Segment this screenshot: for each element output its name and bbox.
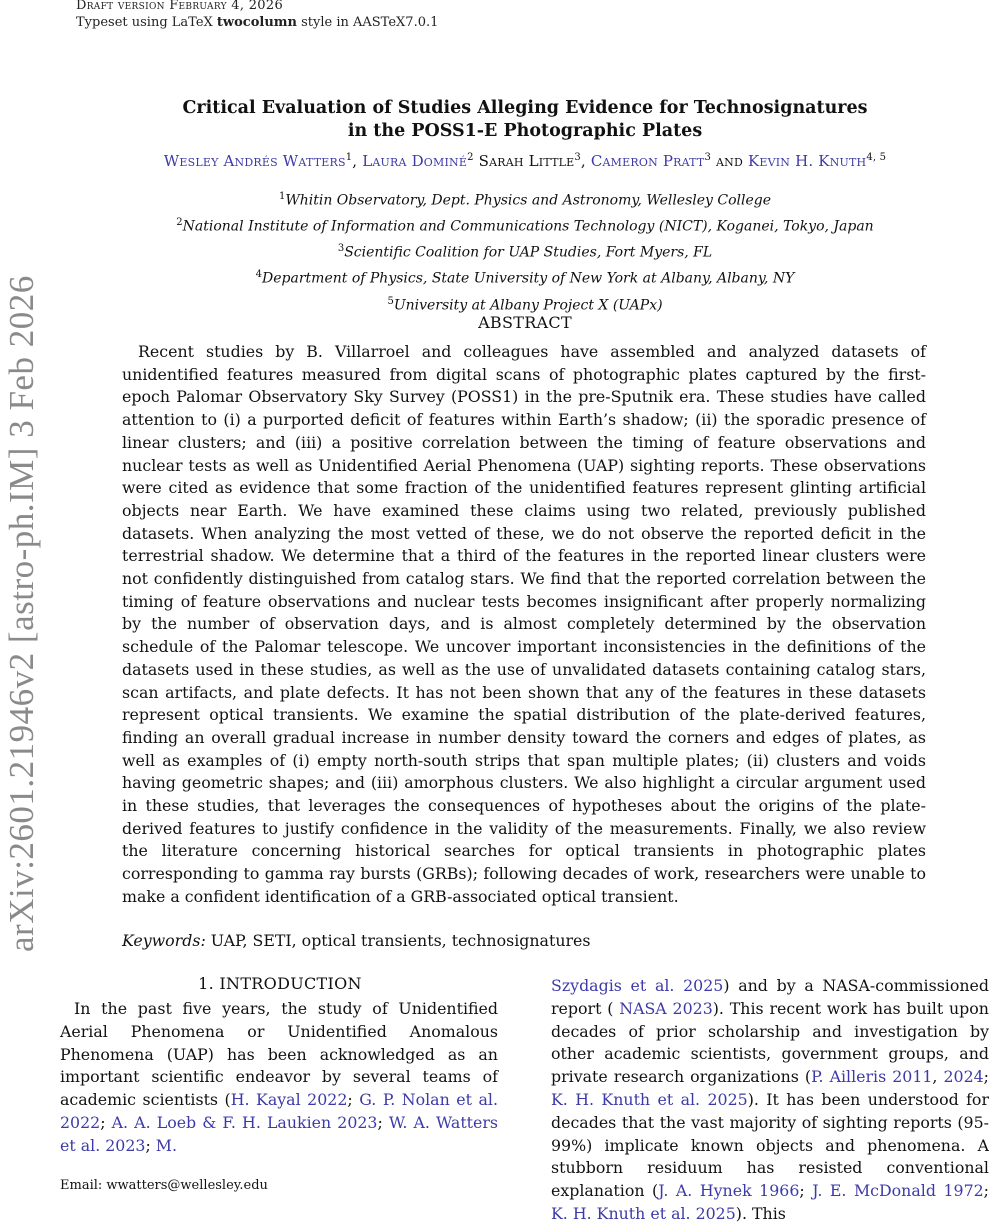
arxiv-stamp: arXiv:2601.21946v2 [astro-ph.IM] 3 Feb 2026	[2, 275, 41, 952]
body-text: ). It has been understood for decades that the vast majority of sighting reports (95-99%) implicate known objects and phenomena. A stubborn residuum has resisted conventional explanation (	[551, 1089, 989, 1201]
affiliation-list	[60, 186, 989, 317]
affiliation-number: 1	[278, 191, 286, 202]
affiliation-number: 3	[337, 243, 345, 255]
citation-link[interactable]: K. H. Knuth et al. 2025	[551, 1089, 748, 1109]
keywords-label: Keywords:	[122, 931, 206, 950]
author-separator: and	[711, 152, 748, 170]
citation-link[interactable]: K. H. Knuth et al. 2025	[551, 1203, 736, 1223]
keywords-text: UAP, SETI, optical transients, technosignatures	[205, 931, 591, 950]
intro-column-left	[60, 998, 498, 1158]
typeset-line: Typeset using LaTeX twocolumn style in AASTeX7.0.1	[76, 15, 439, 30]
body-text: ;	[347, 1090, 360, 1110]
keywords	[122, 931, 591, 950]
citation-link[interactable]: W. A. Watters et al. 2023	[60, 1112, 499, 1155]
body-text: ;	[100, 1112, 112, 1132]
affiliation-line	[60, 238, 989, 264]
citation-link[interactable]: H. Kayal 2022	[230, 1090, 348, 1110]
affiliation-number: 2	[176, 217, 183, 229]
author-affil-mark: 3	[574, 152, 581, 163]
author-affil-mark: 4, 5	[866, 152, 887, 163]
body-text: ,	[932, 1067, 944, 1087]
affiliation-number: 5	[387, 295, 394, 307]
affiliation-text: National Institute of Information and Communications Technology (NICT), Koganei, Tokyo, Japan	[182, 218, 874, 235]
affiliation-text: Department of Physics, State University of New York at Albany, Albany, NY	[262, 271, 795, 288]
citation-link[interactable]: J. E. McDonald 1972	[812, 1181, 984, 1201]
citation-link[interactable]: G. P. Nolan et al. 2022	[60, 1090, 498, 1132]
running-header	[76, 0, 438, 31]
citation-link[interactable]: 2024	[943, 1067, 984, 1087]
author-affil-mark: 3	[704, 152, 712, 163]
affiliation-line	[60, 186, 989, 212]
body-text: ). This recent work has built upon decades of prior scholarship and investigation by other academic scientists, government groups, and private research organizations (	[551, 998, 989, 1087]
intro-column-right	[551, 975, 989, 1226]
author-name[interactable]: Cameron Pratt	[590, 152, 705, 170]
body-text: ;	[377, 1112, 389, 1132]
author-name: Sarah Little	[478, 152, 575, 170]
body-text: ;	[983, 1067, 989, 1087]
body-text: ;	[799, 1181, 813, 1201]
affiliation-text: Scientific Coalition for UAP Studies, Fort Myers, FL	[344, 244, 713, 261]
abstract-heading: ABSTRACT	[478, 313, 572, 332]
author-separator: ,	[352, 152, 363, 170]
abstract-text: Recent studies by B. Villarroel and colleagues have assembled and analyzed datasets of unidentified features measured from digital scans of photographic plates captured by the first-epoch Palomar Observatory Sky Survey (POSS1) in the pre-Sputnik era. These studies have called attention to (i) a purported deficit of features within Earth’s shadow; (ii) the sporadic presence of linear clusters; and (iii) a positive correlation between the timing of feature observations and nuclear tests as well as Unidentified Aerial Phenomena (UAP) sighting reports. These observations were cited as evidence that some fraction of the unidentified features represent glinting artificial objects near Earth. We have examined these claims using two related, previously published datasets. When analyzing the most vetted of these, we do not observe the reported deficit in the terrestrial shadow. We determine that a third of the features in the reported linear clusters were not confidently distinguished from catalog stars. We find that the reported correlation between the timing of feature observations and nuclear tests becomes insignificant after properly normalizing by the number of observation days, and is almost completely determined by the observation schedule of the Palomar telescope. We uncover important inconsistencies in the definitions of the datasets used in these studies, as well as the use of unvalidated datasets containing catalog stars, scan artifacts, and plate defects. It has not been shown that any of the features in these datasets represent optical transients. We examine the spatial distribution of the plate-derived features, finding an overall gradual increase in number density toward the corners and edges of plates, as well as examples of (i) empty north-south strips that span multiple plates; (ii) clusters and voids having geometric shapes; and (iii) amorphous clusters. We also highlight a circular argument used in these studies, that leverages the consequences of hypotheses about the origins of the plate-derived features to justify confidence in the validity of the measurements. Finally, we also review the literature concerning historical searches for optical transients in photographic plates corresponding to gamma ray bursts (GRBs); following decades of work, researchers were unable to make a confident identification of a GRB-associated optical transient.	[122, 342, 926, 906]
affiliation-line	[60, 212, 989, 238]
author-name[interactable]: Wesley Andrés Watters	[163, 152, 346, 170]
author-name[interactable]: Kevin H. Knuth	[747, 152, 867, 170]
body-text: ). This	[735, 1203, 786, 1223]
affiliation-line	[60, 264, 989, 290]
author-affil-mark: 2	[467, 152, 474, 163]
affiliation-text: Whitin Observatory, Dept. Physics and Astronomy, Wellesley College	[285, 192, 772, 209]
body-text: ;	[983, 1181, 989, 1201]
latex-logo: LaTeX	[171, 15, 213, 30]
section-heading-introduction: 1. INTRODUCTION	[198, 974, 362, 993]
author-list	[60, 152, 989, 170]
citation-link[interactable]: P. Ailleris 2011	[811, 1067, 933, 1087]
author-name[interactable]: Laura Dominé	[362, 152, 468, 170]
author-affil-mark: 1	[345, 152, 353, 163]
body-text: ;	[145, 1135, 156, 1155]
affiliation-number: 4	[255, 269, 263, 281]
paper-title: Critical Evaluation of Studies Alleging Evidence for Technosignatures in the POSS1-E Photographic Plates	[182, 98, 868, 141]
footnote-email: Email: wwatters@wellesley.edu	[60, 1178, 268, 1193]
body-text: ) and by a NASA-commissioned report (	[551, 976, 989, 1018]
citation-link[interactable]: NASA 2023	[613, 998, 713, 1018]
citation-link[interactable]: J. A. Hynek 1966	[658, 1181, 800, 1201]
author-separator: ,	[580, 152, 591, 170]
draft-line: Draft version February 4, 2026	[76, 0, 284, 13]
body-text: In the past five years, the study of Unidentified Aerial Phenomena or Unidentified Anomalous Phenomena (UAP) has been acknowledged as an important scientific endeavor by several teams of academic scientists (	[60, 999, 498, 1110]
citation-link[interactable]: Szydagis et al. 2025	[551, 976, 724, 995]
affiliation-text: University at Albany Project X (UAPx)	[393, 297, 663, 314]
citation-link[interactable]: A. A. Loeb & F. H. Laukien 2023	[111, 1112, 378, 1132]
citation-link[interactable]: M.	[155, 1135, 177, 1155]
